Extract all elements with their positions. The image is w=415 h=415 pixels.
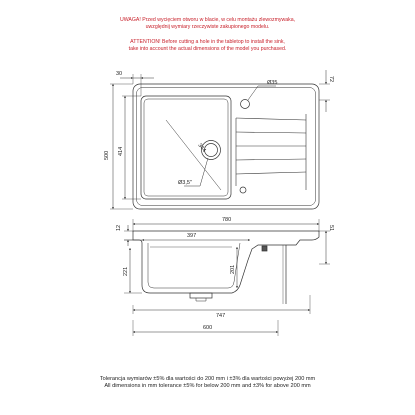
dim-d35-label: Ø35 [267,80,278,86]
side-view [124,219,330,336]
dim-221-label: 221 [123,266,129,276]
dim-600-label: 600 [203,325,213,331]
tolerance-line-english: All dimensions in mm tolerance ±5% for below 200 mm and ±3% for above 200 mm [104,383,311,390]
warning-polish-line: uwzględnij wymiary rzeczywiste zakupionego modelu. [145,23,270,30]
dim-780-label: 780 [222,217,232,223]
drainer-grooves [236,114,306,190]
tap-profile [262,246,267,251]
deck-profile [133,231,319,293]
sink-outer-outline [133,84,319,209]
dim-201-label: 201 [230,264,236,274]
dim-747-label: 747 [216,313,226,319]
warning-english-line: ATTENTION! Before cutting a hole in the tabletop to install the sink, [130,39,285,45]
dim-30-label: 30 [116,71,123,77]
warning-polish-line: UWAGA! Przed wycięciem otworu w blacie, w celu montażu zlewozmywaka, [119,17,296,23]
tap-hole [241,100,250,109]
dim-12-label: 12 [116,224,122,231]
dim-72-label: 72 [328,76,334,83]
d35-leader [248,86,276,100]
top-view [110,70,330,209]
dim-51-label: 51 [328,225,334,232]
diagonal-344-line [166,120,221,190]
drain-outlet [190,293,212,298]
warning-english-line: take into account the actual dimensions of the model you purchased. [128,45,287,52]
tolerance-line-polish: Tolerancja wymiarów ±5% dla wartości do 200 mm i ±3% dla wartości powyżej 200 mm [99,376,316,382]
tolerance-footer [0,376,415,391]
dim-344-label: 344 [196,142,207,154]
dim-500-label: 500 [104,150,110,160]
dim-d3-5-label: Ø3,5" [178,180,192,186]
sink-rim-line [137,88,316,206]
overflow-hole [240,187,246,193]
dim-397-label: 397 [187,233,197,239]
dim-414-label: 414 [118,146,124,156]
